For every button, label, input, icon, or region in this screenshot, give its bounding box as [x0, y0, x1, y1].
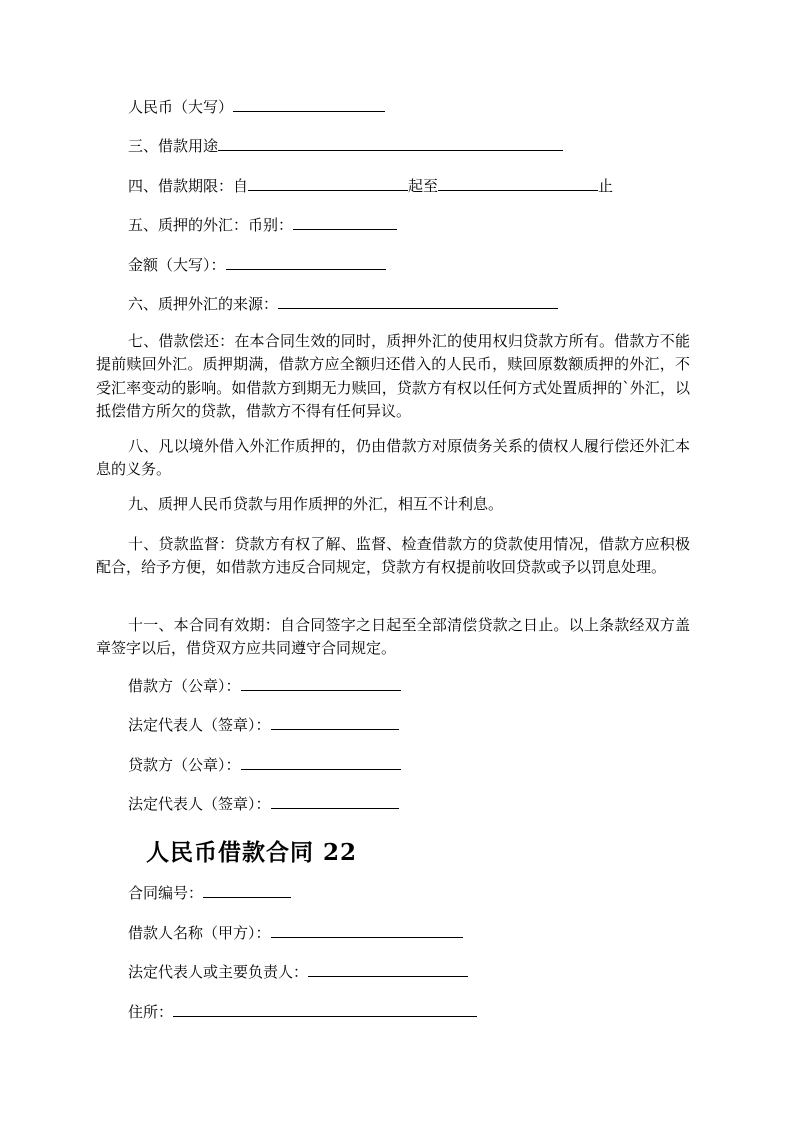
borrower-seal-line [128, 675, 401, 696]
rmb-capital-blank[interactable] [233, 96, 385, 112]
legal-rep-2-blank[interactable] [271, 793, 399, 809]
contract-no-blank[interactable] [203, 882, 291, 898]
clause-7: 七、借款偿还：在本合同生效的同时，质押外汇的使用权归贷款方所有。借款方不能提前赎回外汇。质押期满，借款方应全额归还借入的人民币，赎回原数额质押的外汇，不受汇率变动的影响。如借款方到期无力赎回，贷款方有权以任何方式处置质押的`外汇，以抵偿借方所欠的贷款，借款方不得有任何异议。 [96, 332, 690, 420]
term-end-blank[interactable] [438, 175, 598, 191]
term-start-blank[interactable] [248, 175, 408, 191]
borrower-name-blank[interactable] [271, 922, 463, 938]
pledge-currency-blank[interactable] [293, 214, 397, 230]
term-line [128, 175, 613, 196]
clause-10: 十、贷款监督：贷款方有权了解、监督、检查借款方的贷款使用情况，借款方应积极配合，给予方便，如借款方违反合同规定，贷款方有权提前收回贷款或予以罚息处理。 [96, 535, 690, 577]
borrower-name-line [128, 922, 463, 943]
pledge-source-line [128, 293, 558, 314]
term-end-label: 止 [598, 177, 614, 195]
amount-capital-label: 金额（大写）： [128, 256, 226, 274]
address-line [128, 1001, 477, 1022]
legal-rep-1-blank[interactable] [271, 714, 399, 730]
rmb-capital-label: 人民币（大写） [128, 98, 234, 116]
borrower-seal-label: 借款方（公章）： [128, 677, 241, 695]
purpose-blank[interactable] [218, 135, 563, 151]
borrower-seal-blank[interactable] [241, 675, 401, 691]
contract-no-line [128, 882, 291, 903]
legal-rep-head-blank[interactable] [308, 961, 468, 977]
address-label: 住所： [128, 1003, 174, 1021]
borrower-name-label: 借款人名称（甲方）： [128, 924, 271, 942]
lender-seal-line [128, 754, 401, 775]
clause-11: 十一、本合同有效期：自合同签字之日起至全部清偿贷款之日止。以上条款经双方盖章签字以后，借贷双方应共同遵守合同规定。 [96, 616, 690, 658]
pledge-source-label: 六、质押外汇的来源： [128, 295, 279, 313]
clause-9: 九、质押人民币贷款与用作质押的外汇，相互不计利息。 [128, 495, 504, 513]
amount-capital-blank[interactable] [226, 254, 386, 270]
legal-rep-2-line [128, 793, 399, 814]
lender-seal-blank[interactable] [241, 754, 401, 770]
contract-title: 人民币借款合同 22 [146, 839, 358, 866]
legal-rep-head-line [128, 961, 468, 982]
rmb-capital-line [128, 96, 385, 117]
legal-rep-head-label: 法定代表人或主要负责人： [128, 963, 309, 981]
purpose-label: 三、借款用途 [128, 137, 219, 155]
legal-rep-2-label: 法定代表人（签章）： [128, 795, 271, 813]
lender-seal-label: 贷款方（公章）： [128, 756, 241, 774]
contract-no-label: 合同编号： [128, 884, 204, 902]
legal-rep-1-label: 法定代表人（签章）： [128, 716, 271, 734]
pledge-source-blank[interactable] [278, 293, 558, 309]
term-label: 四、借款期限：自 [128, 177, 249, 195]
pledge-currency-label: 五、质押的外汇：币别： [128, 216, 294, 234]
amount-capital-line [128, 254, 386, 275]
address-blank[interactable] [173, 1001, 477, 1017]
legal-rep-1-line [128, 714, 399, 735]
pledge-currency-line [128, 214, 397, 235]
clause-8: 八、凡以境外借入外汇作质押的，仍由借款方对原债务关系的债权人履行偿还外汇本息的义务。 [96, 437, 690, 479]
term-from-to-label: 起至 [408, 177, 439, 195]
purpose-line [128, 135, 563, 156]
